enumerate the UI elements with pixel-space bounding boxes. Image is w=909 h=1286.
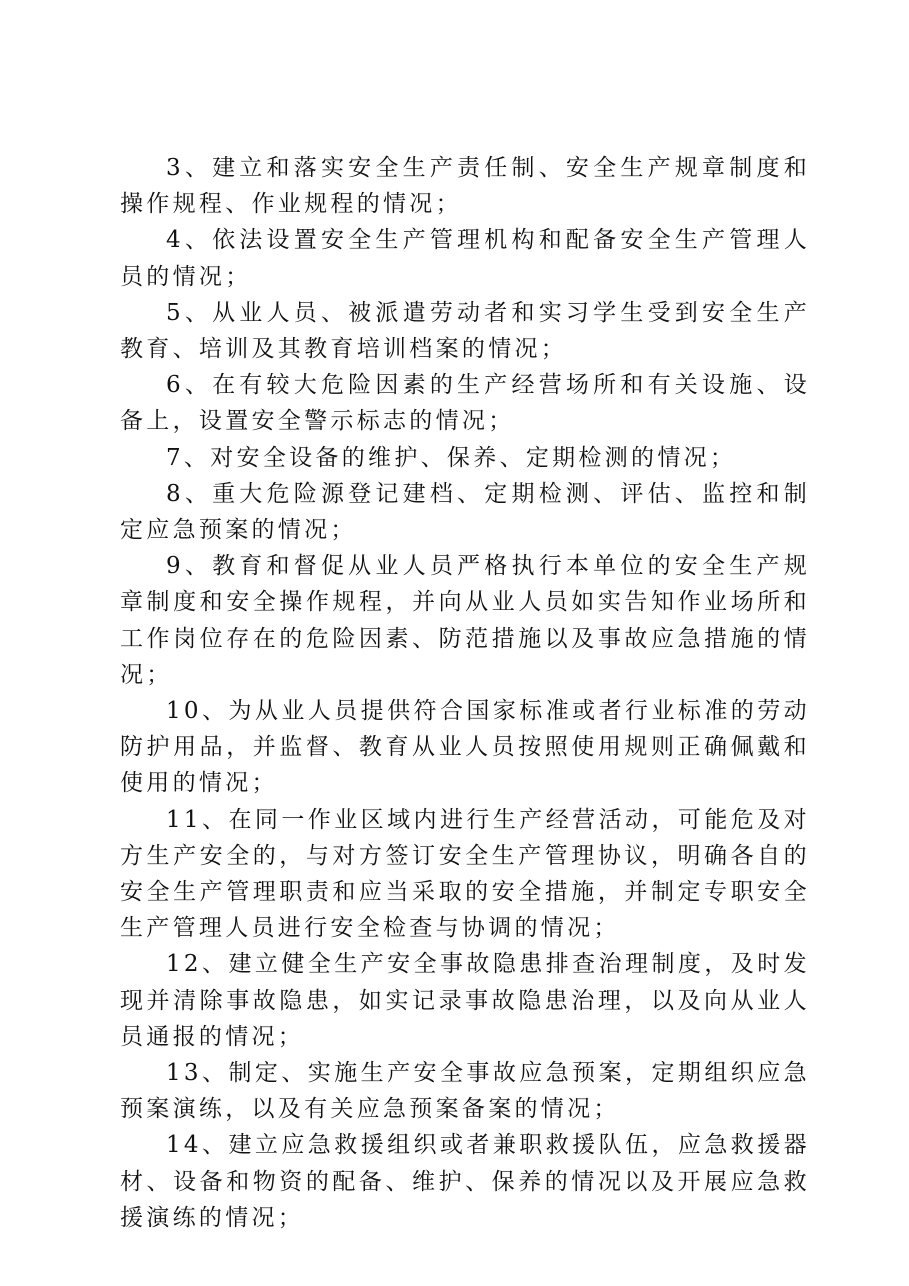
paragraph-item-12: 12、建立健全生产安全事故隐患排查治理制度，及时发现并清除事故隐患，如实记录事故隐患治理，以及向从业人员通报的情况；	[120, 951, 810, 1050]
paragraph-item-6: 6、在有较大危险因素的生产经营场所和有关设施、设备上，设置安全警示标志的情况；	[120, 372, 810, 435]
paragraph-item-4: 4、依法设置安全生产管理机构和配备安全生产管理人员的情况；	[120, 227, 810, 290]
paragraph-item-5: 5、从业人员、被派遣劳动者和实习学生受到安全生产教育、培训及其教育培训档案的情况；	[120, 299, 810, 363]
paragraph-item-3: 3、建立和落实安全生产责任制、安全生产规章制度和操作规程、作业规程的情况；	[120, 155, 810, 218]
paragraph-item-7: 7、对安全设备的维护、保养、定期检测的情况；	[166, 444, 737, 471]
paragraph-item-13: 13、制定、实施生产安全事故应急预案，定期组织应急预案演练，以及有关应急预案备案的情况；	[120, 1060, 810, 1123]
paragraph-item-10: 10、为从业人员提供符合国家标准或者行业标准的劳动防护用品，并监督、教育从业人员按照使用规则正确佩戴和使用的情况；	[120, 698, 810, 797]
paragraph-item-14: 14、建立应急救援组织或者兼职救援队伍，应急救援器材、设备和物资的配备、维护、保养的情况以及开展应急救援演练的情况；	[120, 1132, 810, 1231]
paragraph-item-11: 11、在同一作业区域内进行生产经营活动，可能危及对方生产安全的，与对方签订安全生产管理协议，明确各自的安全生产管理职责和应当采取的安全措施，并制定专职安全生产管理人员进行安全检查与协调的情况；	[120, 806, 810, 942]
paragraph-item-9: 9、教育和督促从业人员严格执行本单位的安全生产规章制度和安全操作规程，并向从业人员如实告知作业场所和工作岗位存在的危险因素、防范措施以及事故应急措施的情况；	[120, 553, 810, 688]
document-body	[120, 150, 810, 1236]
paragraph-item-8: 8、重大危险源登记建档、定期检测、评估、监控和制定应急预案的情况；	[120, 480, 810, 544]
